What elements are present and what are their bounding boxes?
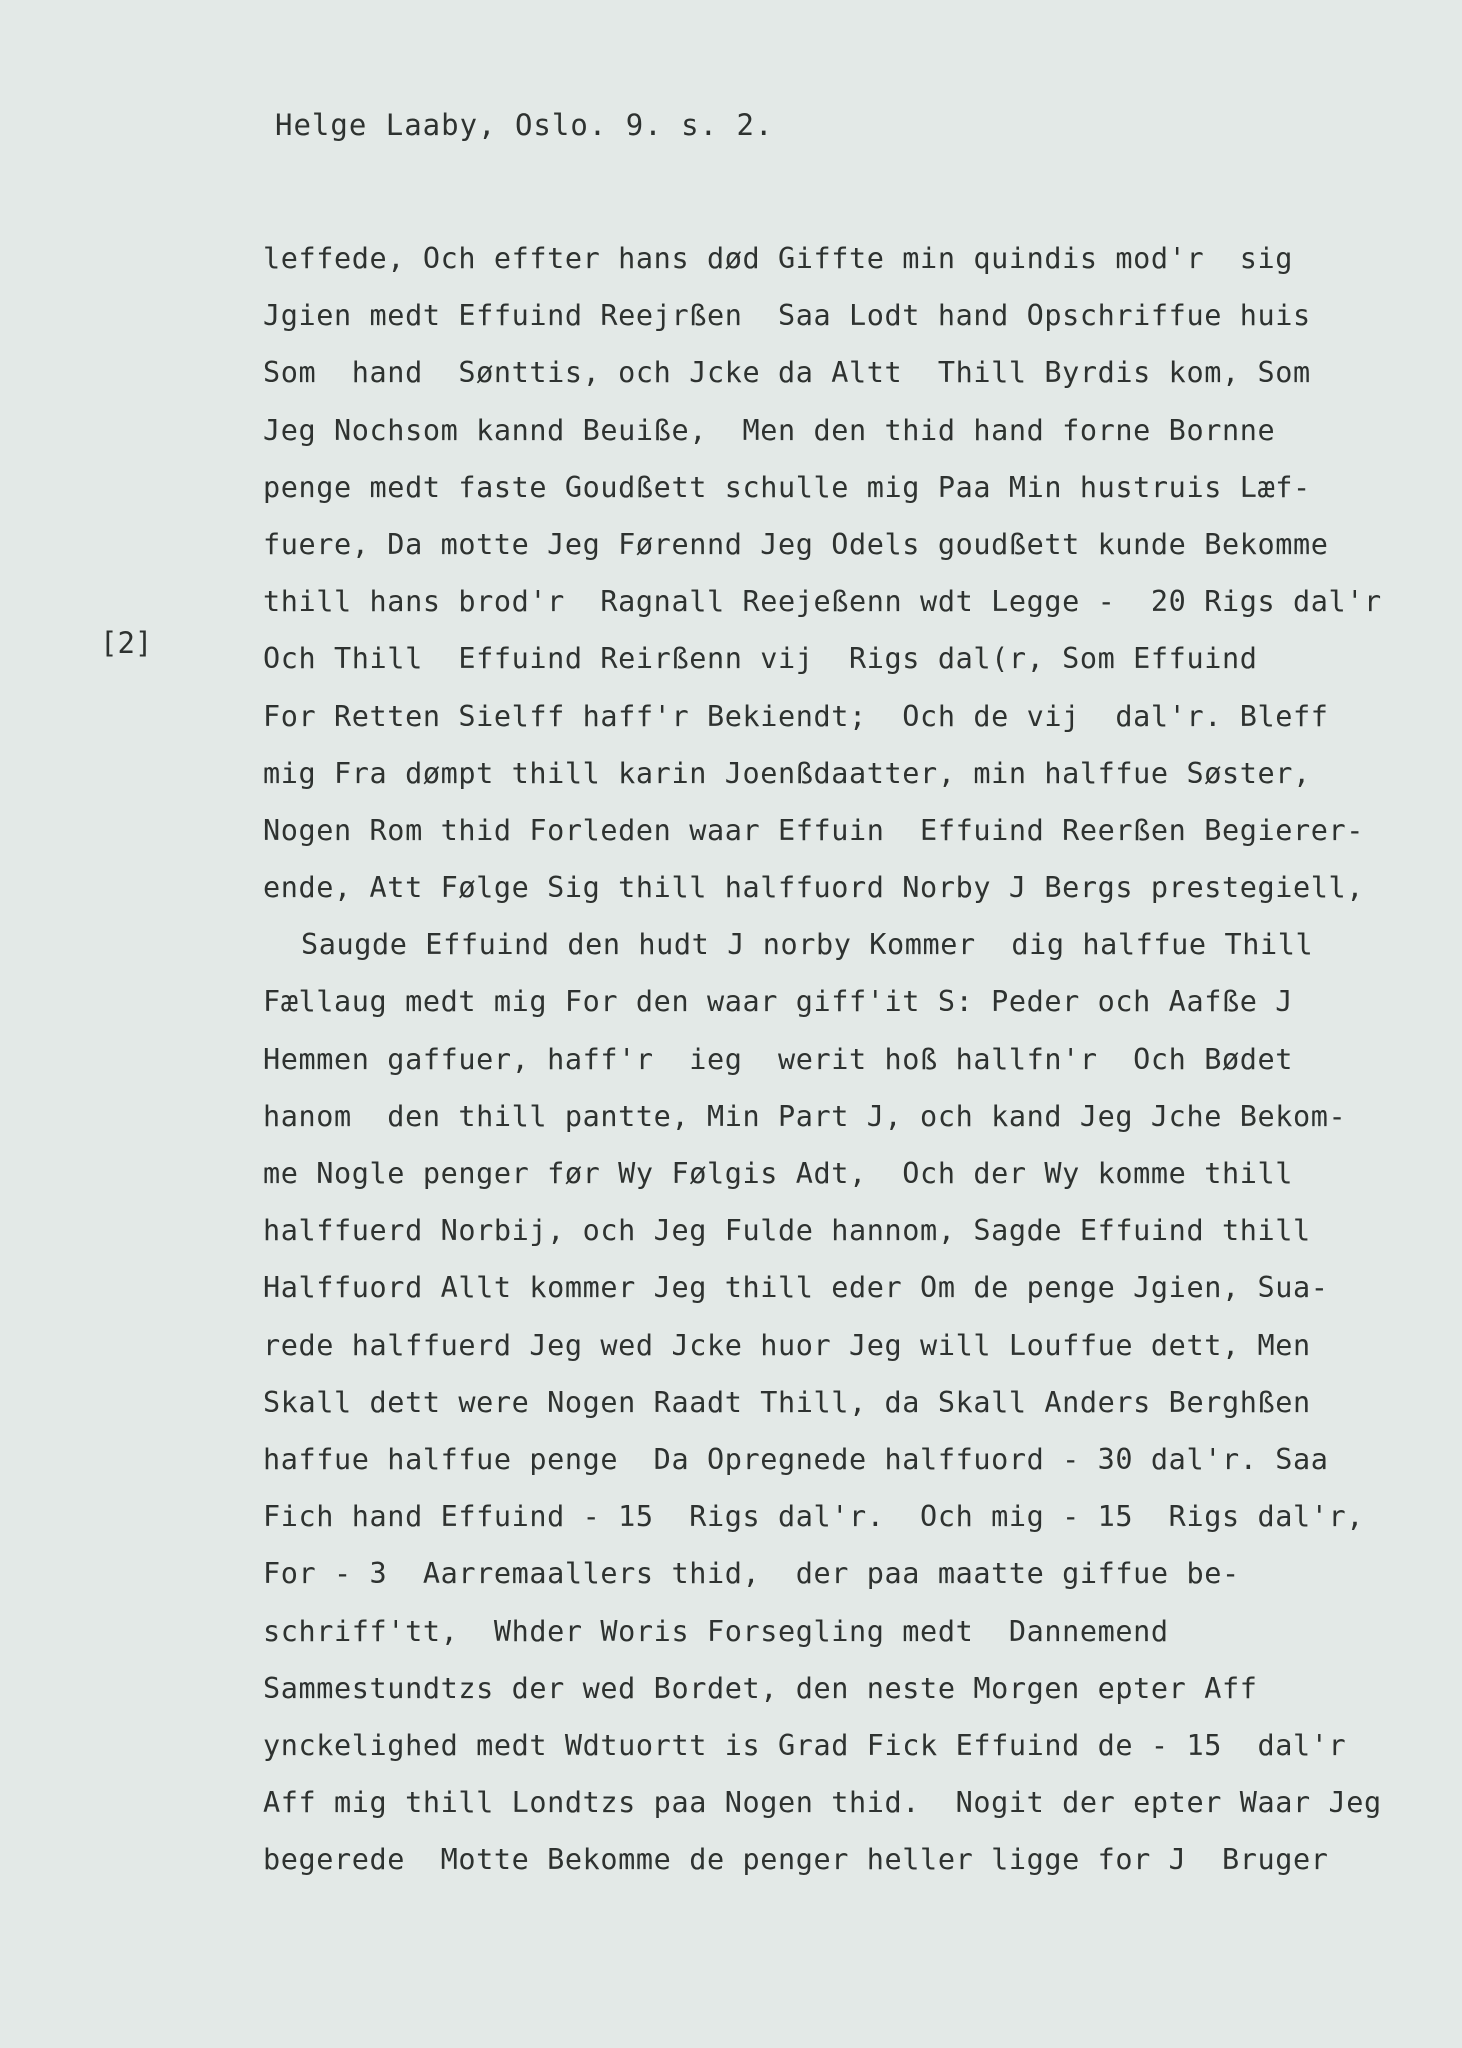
text-line: penge medt faste Goudßett schulle mig Paa Min hustruis Læf- (263, 470, 1311, 504)
text-line: Sammestundtzs der wed Bordet, den neste Morgen epter Aff (263, 1671, 1258, 1705)
text-line: begerede Motte Bekomme de penger heller ligge for J Bruger (263, 1843, 1329, 1877)
page-header: Helge Laaby, Oslo. 9. s. 2. (275, 108, 774, 142)
margin-note: [2] (100, 626, 153, 660)
text-line: Och Thill Effuind Reirßenn vij Rigs dal(r, Som Effuind (263, 642, 1258, 676)
text-line: Jgien medt Effuind Reejrßen Saa Lodt hand Opschriffue huis (263, 299, 1311, 333)
text-line: leffede, Och effter hans død Giffte min quindis mod'r sig (263, 242, 1293, 275)
text-line: Fich hand Effuind - 15 Rigs dal'r. Och mig - 15 Rigs dal'r, (263, 1500, 1365, 1534)
text-line: For - 3 Aarremaallers thid, der paa maatte giffue be- (263, 1557, 1240, 1591)
text-line: fuere, Da motte Jeg Førennd Jeg Odels goudßett kunde Bekomme (263, 527, 1329, 561)
text-line: hanom den thill pantte, Min Part J, och kand Jeg Jche Bekom- (263, 1099, 1347, 1133)
text-line: Som hand Sønttis, och Jcke da Altt Thill Byrdis kom, Som (263, 356, 1311, 390)
text-line: Skall dett were Nogen Raadt Thill, da Skall Anders Berghßen (263, 1385, 1311, 1419)
text-line: ende, Att Følge Sig thill halffuord Norby J Bergs prestegiell, (263, 871, 1365, 905)
text-line: ynckelighed medt Wdtuortt is Grad Fick Effuind de - 15 dal'r (263, 1728, 1347, 1762)
transcription-body (263, 230, 1382, 1888)
text-line: me Nogle penger før Wy Følgis Adt, Och der Wy komme thill (263, 1157, 1293, 1190)
text-line: For Retten Sielff haff'r Bekiendt; Och de vij dal'r. Bleff (263, 699, 1329, 733)
text-line: Hemmen gaffuer, haff'r ieg werit hoß hallfn'r Och Bødet (263, 1042, 1293, 1076)
text-line: Halffuord Allt kommer Jeg thill eder Om de penge Jgien, Sua- (263, 1271, 1329, 1305)
text-line: Nogen Rom thid Forleden waar Effuin Effuind Reerßen Begierer- (263, 813, 1365, 847)
text-line: thill hans brod'r Ragnall Reejeßenn wdt Legge - 20 Rigs dal'r (263, 585, 1382, 619)
text-line: rede halffuerd Jeg wed Jcke huor Jeg will Louffue dett, Men (263, 1328, 1311, 1362)
text-line: schriff'tt, Whder Woris Forsegling medt Dannemend (263, 1614, 1169, 1648)
text-line: Saugde Effuind den hudt J norby Kommer dig halffue Thill (301, 928, 1314, 962)
text-line: Fællaug medt mig For den waar giff'it S: Peder och Aafße J (263, 985, 1293, 1019)
text-line: haffue halffue penge Da Opregnede halffuord - 30 dal'r. Saa (263, 1442, 1329, 1476)
text-line: halffuerd Norbij, och Jeg Fulde hannom, Sagde Effuind thill (263, 1214, 1311, 1248)
text-line: Aff mig thill Londtzs paa Nogen thid. Nogit der epter Waar Jeg (263, 1786, 1382, 1820)
text-line: Jeg Nochsom kannd Beuiße, Men den thid hand forne Bornne (263, 413, 1276, 447)
text-line: mig Fra dømpt thill karin Joenßdaatter, min halffue Søster, (263, 756, 1311, 790)
